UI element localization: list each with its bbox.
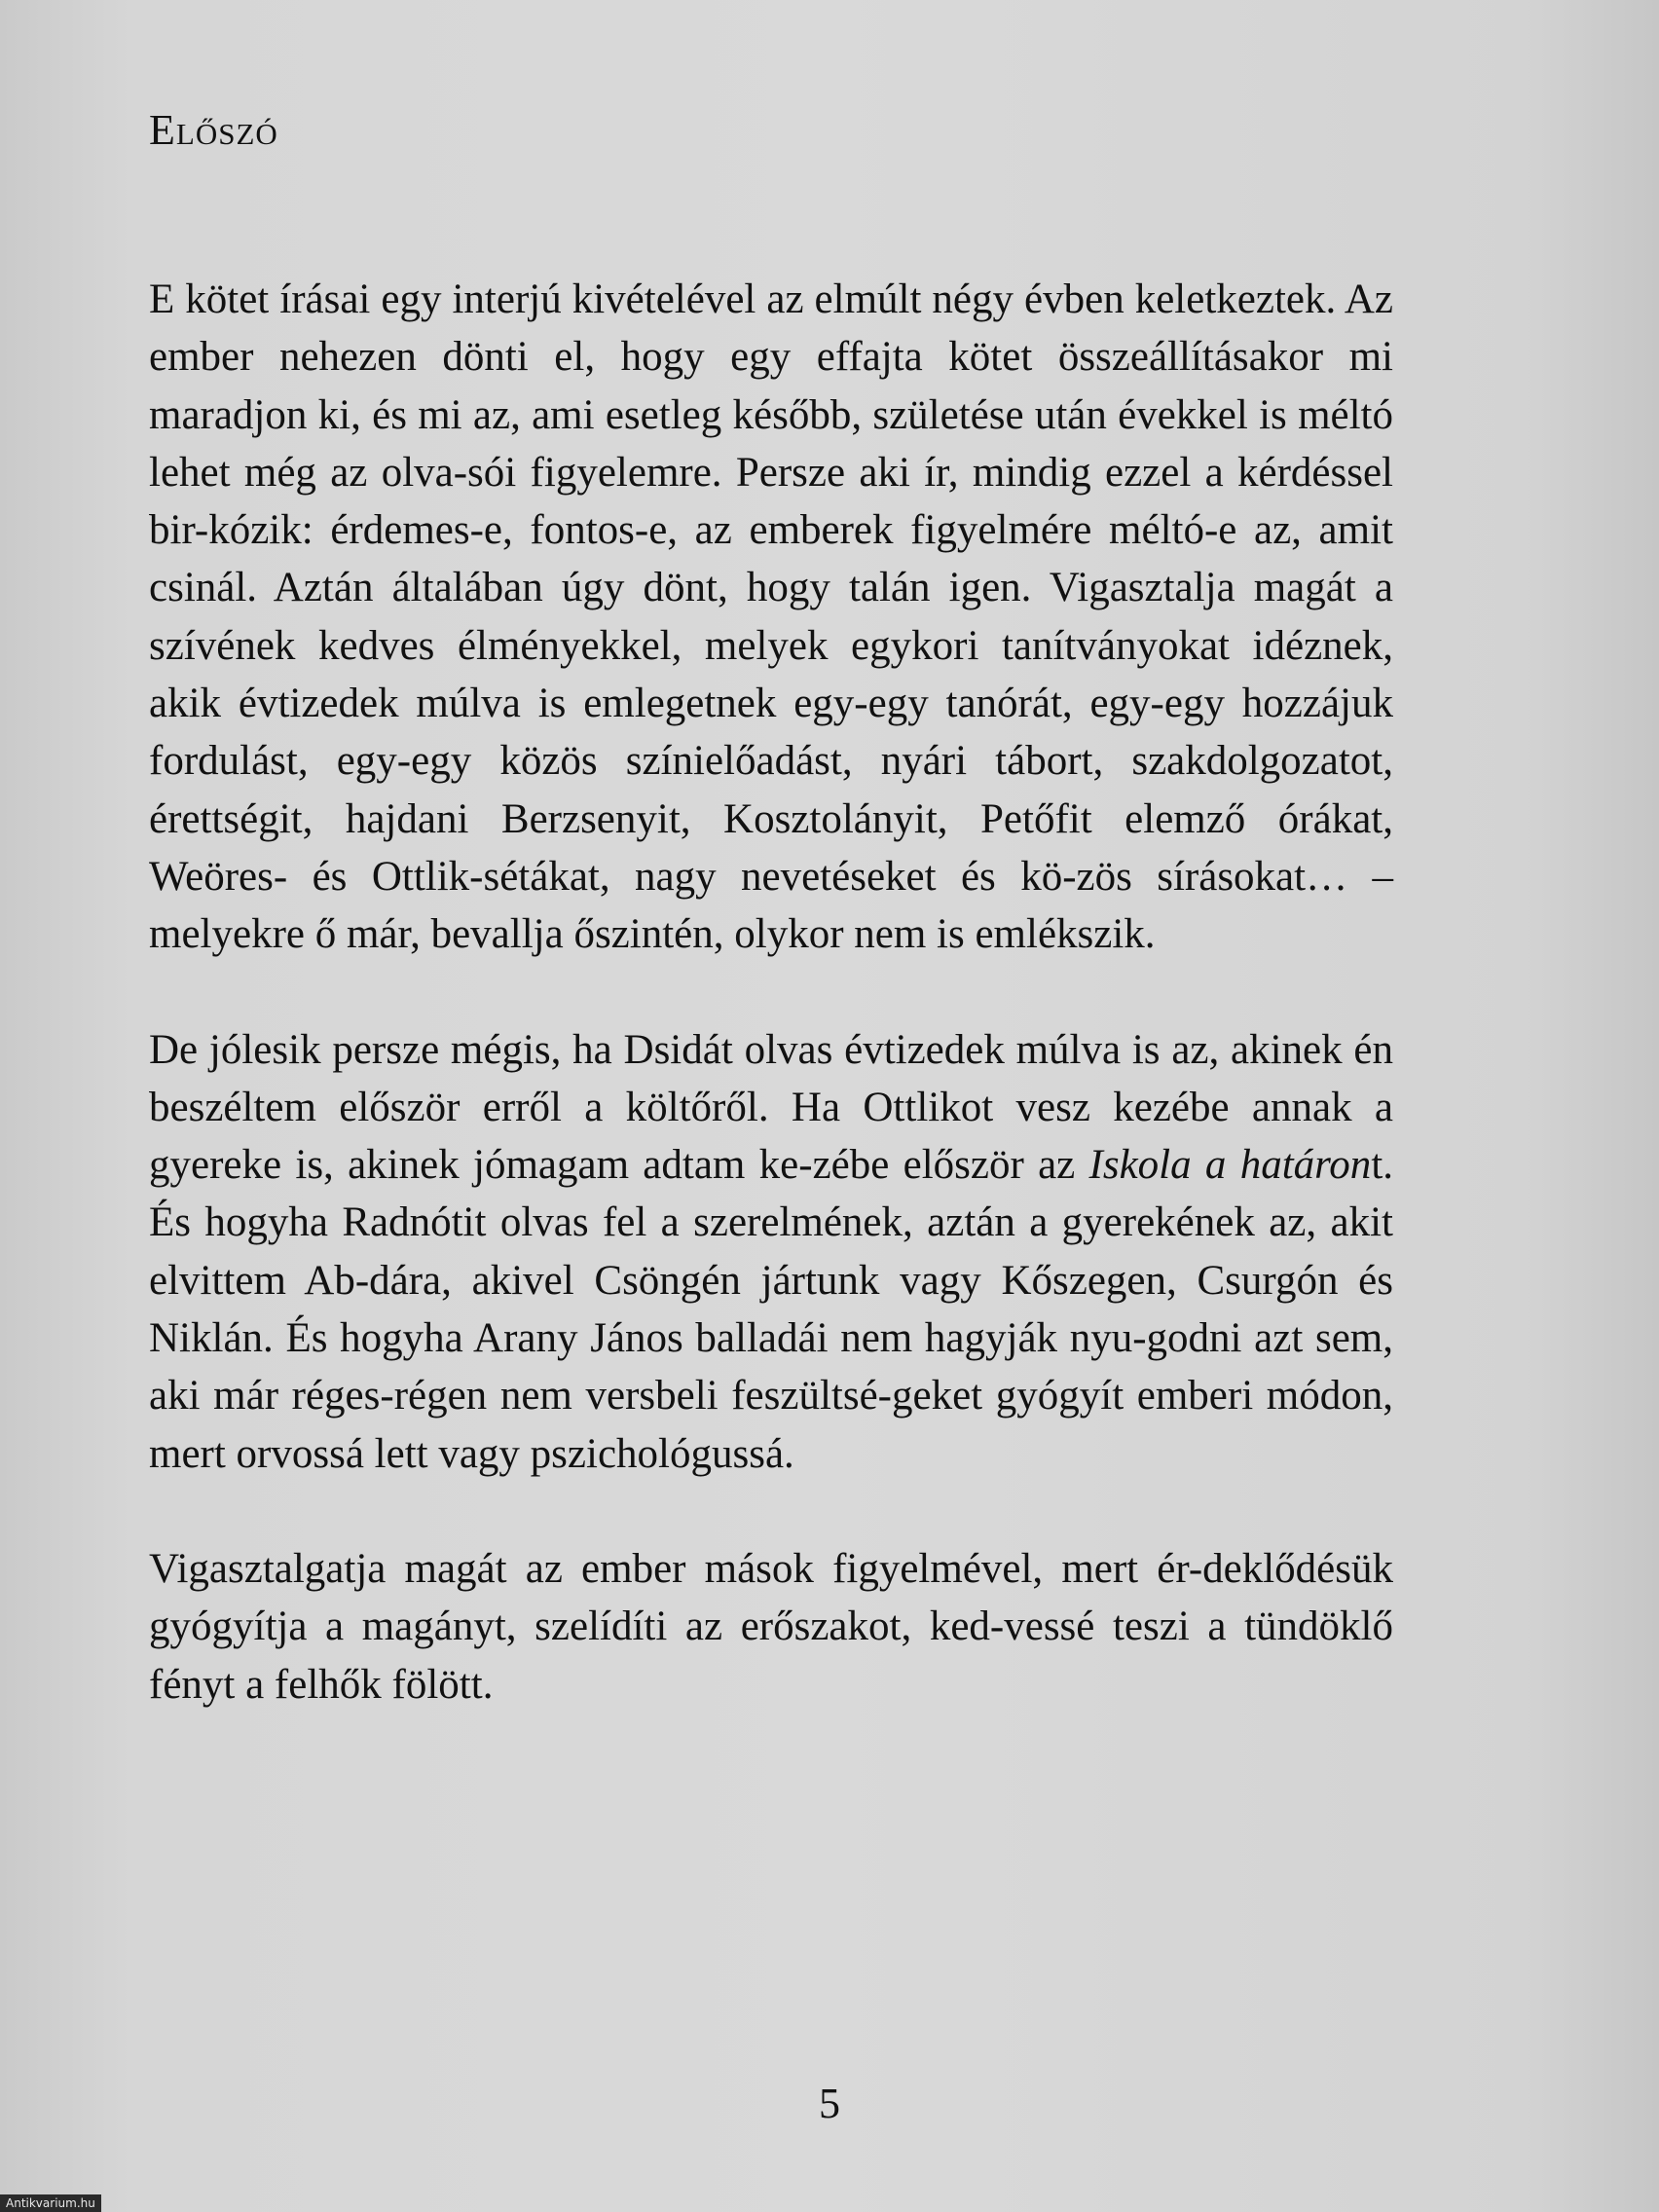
paragraph-text: Vigasztalgatja magát az ember mások figyelmével, mert ér-deklődésük gyógyítja a magányt, szelídíti az erőszakot, ked-vessé teszi a tündöklő fényt a felhők fölött.	[149, 1545, 1393, 1708]
paragraph	[149, 1540, 1393, 1714]
paragraph	[149, 1021, 1393, 1483]
paragraph-text: De jólesik persze mégis, ha Dsidát olvas évtizedek múlva is az, akinek én beszéltem először erről a költőről. Ha Ottlikot vesz kezébe annak a gyereke is, akinek jómagam adtam ke-zébe először az	[149, 1026, 1393, 1189]
body-text	[149, 271, 1393, 1771]
paragraph	[149, 271, 1393, 964]
paragraph-text: E kötet írásai egy interjú kivételével az elmúlt négy évben keletkeztek. Az ember nehezen dönti el, hogy egy effajta kötet összeállításakor mi maradjon ki, és mi az, ami esetleg később, születése után évekkel is méltó lehet még az olva-sói figyelemre. Persze aki ír, mindig ezzel a kérdéssel bir-kózik: érdemes-e, fontos-e, az emberek figyelmére méltó-e az, amit csinál. Aztán általában úgy dönt, hogy talán igen. Vigasztalja magát a szívének kedves élményekkel, melyek egykori tanítványokat idéznek, akik évtizedek múlva is emlegetnek egy-egy tanórát, egy-egy hozzájuk fordulást, egy-egy közös színielőadást, nyári tábort, szakdolgozatot, érettségit, hajdani Berzsenyit, Kosztolányit, Petőfit elemző órákat, Weöres- és Ottlik-sétákat, nagy nevetéseket és kö-zös sírásokat… – melyekre ő már, bevallja őszintén, olykor nem is emlékszik.	[149, 276, 1393, 958]
page-number: 5	[819, 2080, 840, 2127]
paragraph-text: t. És hogyha Radnótit olvas fel a szerelmének, aztán a gyerekének az, akit elvittem Ab-dára, akivel Csöngén jártunk vagy Kőszegen, Csurgón és Niklán. És hogyha Arany János balladái nem hagyják nyu-godni azt sem, aki már réges-régen nem versbeli feszültsé-geket gyógyít emberi módon, mert orvossá lett vagy pszichológussá.	[149, 1142, 1394, 1477]
watermark-label: Antikvarium.hu	[0, 2194, 101, 2212]
book-title-italic: Iskola a határon	[1088, 1142, 1372, 1189]
chapter-heading: Előszó	[149, 106, 278, 154]
